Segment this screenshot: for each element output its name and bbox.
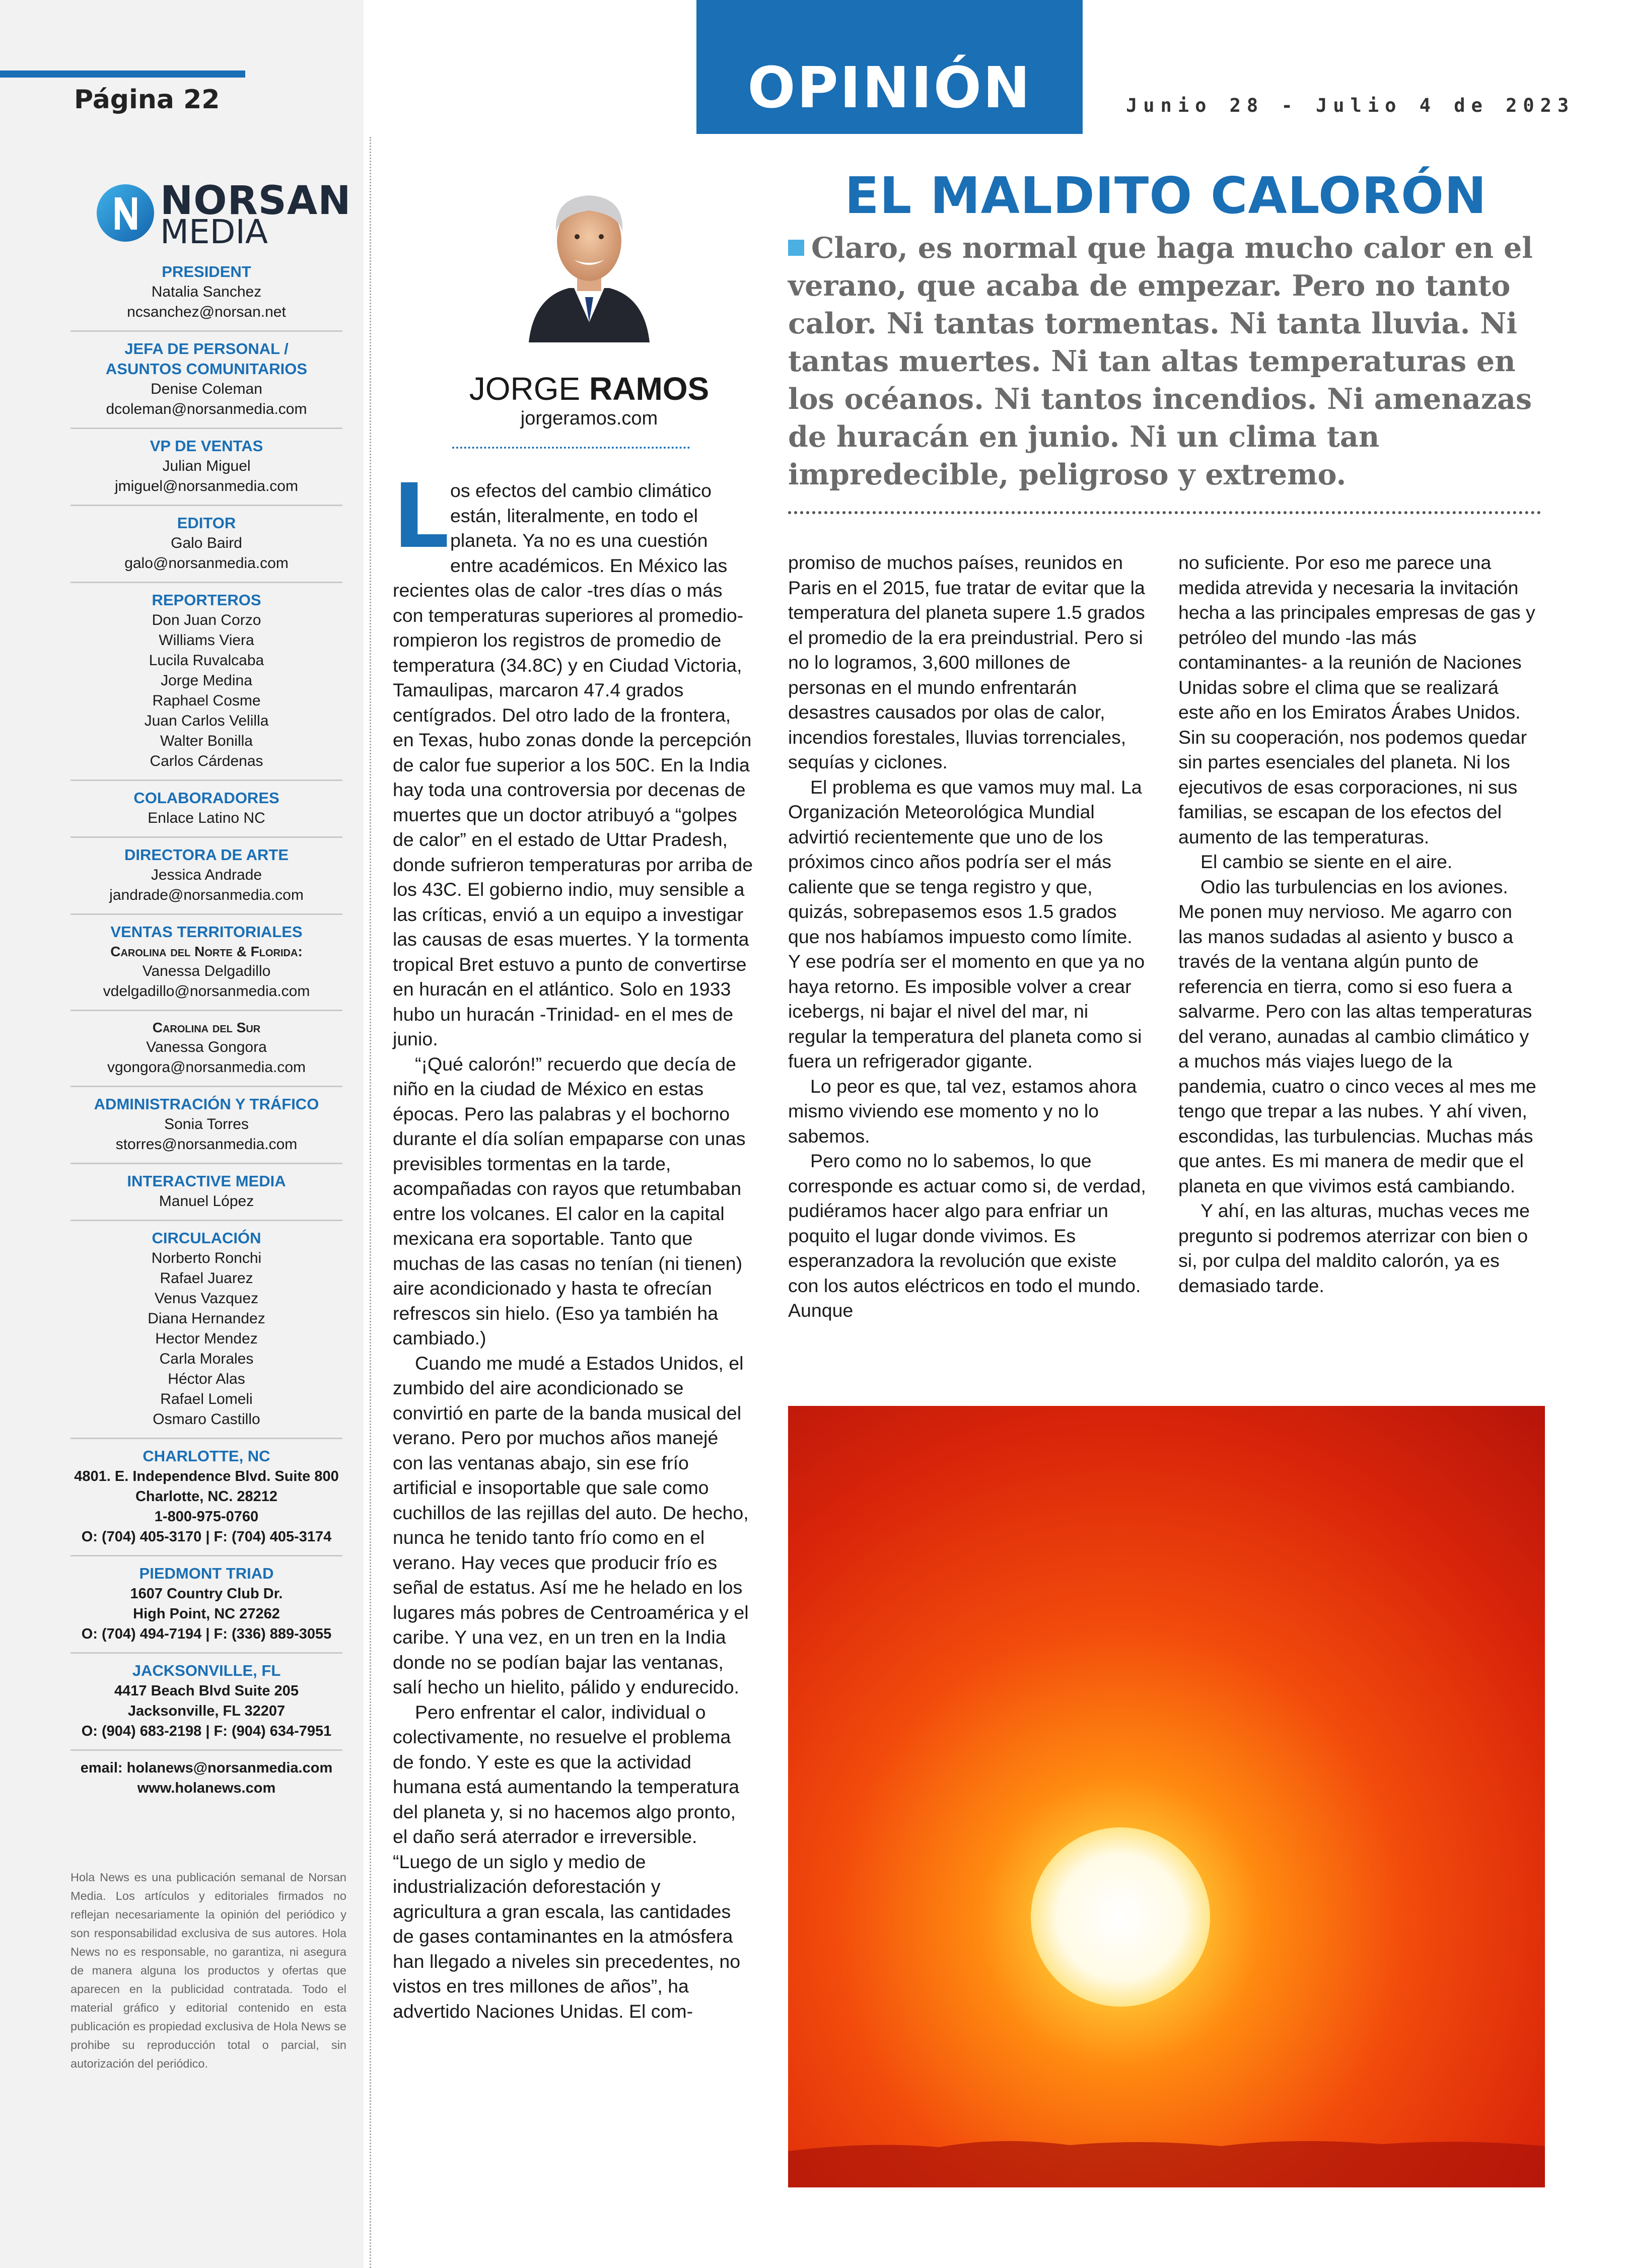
office-title: PIEDMONT TRIAD [139, 1565, 274, 1582]
author-website[interactable]: jorgeramos.com [520, 408, 658, 429]
logo-word-norsan: NORSAN [160, 178, 351, 224]
role-label: JEFA DE PERSONAL / [124, 340, 289, 358]
staff-name: Julian Miguel [162, 458, 251, 474]
contact-email[interactable]: email: holanews@norsanmedia.com [80, 1760, 333, 1776]
office-jacksonville [70, 1652, 342, 1749]
staff-editor [70, 505, 342, 582]
role-label: REPORTEROS [152, 591, 261, 609]
article-deck [788, 229, 1543, 493]
reporter-name: Jorge Medina [161, 672, 252, 689]
office-line: 4801. E. Independence Blvd. Suite 800 [74, 1468, 339, 1484]
reporter-name: Williams Viera [159, 632, 254, 649]
section-title: OPINIÓN [747, 55, 1032, 121]
sun-photo [788, 1406, 1545, 2187]
circulation-name: Héctor Alas [168, 1371, 245, 1387]
staff-name: Galo Baird [171, 535, 242, 551]
article-paragraph: no suficiente. Por eso me parece una medida atrevida y necesaria la invitación hecha a las principales empresas de gas y petróleo del mundo -las más contaminantes- a la reunión de Naciones Unidas sobre el clima que se realizará este año en los Emiratos Árabes Unidos. Sin su cooperación, nos podemos quedar sin partes esenciales del planeta. Ni los ejecutivos de esas corporaciones, ni sus familias, se escapan de los efectos del aumento de las temperaturas. [1178, 552, 1535, 847]
reporter-name: Carlos Cárdenas [150, 753, 263, 769]
role-label: COLABORADORES [133, 789, 279, 807]
circulation-name: Rafael Lomeli [160, 1391, 253, 1407]
article-paragraph [393, 465, 753, 1052]
staff-email: jmiguel@norsanmedia.com [115, 478, 298, 494]
office-line: O: (704) 494-7194 | F: (336) 889-3055 [81, 1626, 332, 1642]
staff-email: vdelgadillo@norsanmedia.com [103, 983, 310, 1000]
staff-art [70, 836, 342, 913]
article-paragraph: Y ahí, en las alturas, muchas veces me pregunto si podremos aterrizar con bien o si, por culpa del maldito calorón, ya es demasiado tarde. [1178, 1200, 1530, 1296]
article-paragraph: Pero enfrentar el calor, individual o colectivamente, no resuelve el problema de fondo. Y este es que la actividad humana está aumentando la temperatura del planeta y, si no hacemos algo pronto, el daño será aterrador e irreversible. “Luego de un siglo y medio de industrialización deforestación y agricultura a gran escala, las cantidades de gases contaminantes en la atmósfera han llegado a niveles sin precedentes, no vistos en tres millones de años”, ha advertido Naciones Unidas. El com- [393, 1701, 741, 2022]
staff-email: vgongora@norsanmedia.com [107, 1059, 306, 1076]
staff-personal [70, 330, 342, 428]
role-label: PRESIDENT [162, 263, 251, 280]
circulation-name: Norberto Ronchi [151, 1250, 262, 1266]
staff-email: ncsanchez@norsan.net [127, 304, 286, 320]
office-charlotte [70, 1438, 342, 1555]
article-paragraph: Pero como no lo sabemos, lo que corresponde es actuar como si, de verdad, pudiéramos hacer algo para enfriar un poquito el lugar donde vivimos. Es esperanzadora la revolución que existe con los autos eléctricos en todo el mundo. Aunque [788, 1150, 1146, 1321]
role-label: VP DE VENTAS [150, 437, 263, 455]
staff-name: Denise Coleman [151, 381, 262, 397]
role-label: ADMINISTRACIÓN Y TRÁFICO [94, 1095, 319, 1113]
article-paragraph: El cambio se siente en el aire. [1200, 851, 1453, 872]
top-accent-rule [0, 70, 245, 78]
article-paragraph: Lo peor es que, tal vez, estamos ahora mismo viviendo ese momento y no lo sabemos. [788, 1075, 1137, 1147]
article-column-3 [1178, 550, 1538, 1381]
role-label: DIRECTORA DE ARTE [124, 846, 289, 864]
deck-divider [788, 511, 1541, 514]
norsan-media-logo [96, 178, 351, 251]
article-paragraph: promiso de muchos países, reunidos en Paris en el 2015, fue tratar de evitar que la temperatura del planeta supere 1.5 grados el promedio de la era preindustrial. Pero si no lo logramos, 3,600 millones de personas en el mundo enfrentarán desastres causados por olas de calor, incendios forestales, lluvias torrenciales, sequías y ciclones. [788, 552, 1145, 772]
staff-list [70, 262, 342, 1806]
role-label: ASUNTOS COMUNITARIOS [105, 360, 308, 378]
reporter-name: Juan Carlos Velilla [144, 713, 269, 729]
issue-date: Junio 28 - Julio 4 de 2023 [1126, 95, 1575, 116]
subrole-label: Carolina del Norte & Florida: [110, 944, 303, 959]
staff-interactive [70, 1163, 342, 1220]
staff-admin [70, 1086, 342, 1163]
role-label: INTERACTIVE MEDIA [127, 1172, 286, 1190]
staff-name: Enlace Latino NC [148, 810, 265, 826]
article-paragraph: Cuando me mudé a Estados Unidos, el zumbido del aire acondicionado se convirtió en parte de la banda musical del verano. Pero por muchos años manejé con las ventanas abajo, sin ese frío artificial e insoportable que sale como cuchillos de las rejillas del auto. De hecho, nunca he tenido tanto frío como en el verano. Hay veces que producir frío es señal de estatus. Así me he helado en los lugares más pobres de Centroamérica y el caribe. Y una vez, en un tren en la India donde no se podían bajar las ventanas, salí hecho un hielito, pálido y endurecido. [393, 1352, 749, 1697]
staff-email: galo@norsanmedia.com [124, 555, 289, 572]
reporter-name: Raphael Cosme [152, 692, 261, 709]
reporter-name: Don Juan Corzo [152, 612, 261, 628]
circulation-name: Osmaro Castillo [153, 1411, 260, 1428]
deck-text: Claro, es normal que haga mucho calor en el verano, que acaba de empezar. Pero no tanto calor. Ni tantas tormentas. Ni tanta lluvia. Ni tantas muertes. Ni tan altas temperaturas en los océanos. Ni tantos incendios. Ni amenazas de huracán en junio. Ni un clima tan impredecible, peligroso y extremo. [788, 231, 1533, 491]
staff-email: storres@norsanmedia.com [115, 1136, 298, 1153]
article-column-1 [393, 465, 753, 2216]
role-label: VENTAS TERRITORIALES [110, 923, 303, 941]
author-name [393, 370, 786, 407]
office-title: JACKSONVILLE, FL [132, 1662, 281, 1679]
legal-disclaimer: Hola News es una publicación semanal de Norsan Media. Los artículos y editoriales firmados no reflejan necesariamente la opinión del periódico y son responsabilidad exclusiva de sus autores. Hola News no es responsable, no garantiza, ni asegura de manera alguna los productos y ofertas que aparecen en la publicidad contratada. Todo el material gráfico y editorial contenido en esta publicación es propiedad exclusiva de Hola News se prohibe su reproducción total o parcial, sin autorización del periódico. [70, 1871, 346, 2070]
staff-south [70, 1010, 342, 1086]
circulation-name: Venus Vazquez [154, 1290, 259, 1307]
staff-name: Vanessa Delgadillo [142, 963, 271, 979]
drop-cap: L [393, 465, 450, 568]
office-line: High Point, NC 27262 [133, 1606, 280, 1622]
subrole-label: Carolina del Sur [152, 1020, 261, 1035]
staff-president [70, 262, 342, 330]
circulation-name: Carla Morales [159, 1351, 254, 1367]
contact-block [70, 1749, 342, 1806]
logo-mark-icon [96, 183, 155, 243]
circulation-name: Rafael Juarez [160, 1270, 253, 1287]
role-label: CIRCULACIÓN [152, 1229, 261, 1247]
staff-reporters [70, 582, 342, 779]
reporter-name: Walter Bonilla [160, 733, 253, 749]
column-divider [370, 137, 371, 2268]
author-last-name: RAMOS [589, 371, 710, 407]
paragraph-text: os efectos del cambio climático están, literalmente, en todo el planeta. Ya no es una cuestión entre académicos. En México las recientes olas de calor -tres días o más con temperaturas superiores al promedio- rompieron los registros de promedio de temperatura (34.8C) y en Ciudad Victoria, Tamaulipas, marcaron 47.4 grados centígrados. Del otro lado de la frontera, en Texas, hubo zonas donde la percepción de calor fue superior a los 50C. En la India hay toda una controversia por decenas de muertes que un doctor atribuyó a “golpes de calor” en el estado de Uttar Pradesh, donde sufrieron temperaturas por arriba de los 43C. El gobierno indio, muy sensible a las críticas, envió a un equipo a investigar las causas de esas muertes. Y la tormenta tropical Bret estuvo a punto de convertirse en huracán en el atlántico. Solo en 1933 hubo un huracán -Trinidad- en el mes de junio. [393, 480, 753, 1049]
staff-name: Natalia Sanchez [151, 284, 262, 300]
square-bullet-icon [788, 240, 804, 256]
role-label: EDITOR [177, 514, 236, 532]
staff-circulation [70, 1220, 342, 1438]
page-number: Página 22 [74, 85, 220, 115]
office-line: O: (704) 405-3170 | F: (704) 405-3174 [81, 1529, 332, 1545]
office-line: 4417 Beach Blvd Suite 205 [114, 1683, 299, 1699]
office-title: CHARLOTTE, NC [143, 1447, 270, 1465]
staff-sales [70, 428, 342, 505]
section-header [696, 0, 1083, 134]
staff-email: dcoleman@norsanmedia.com [106, 401, 307, 417]
staff-name: Vanessa Gongora [146, 1039, 267, 1055]
author-divider [452, 447, 690, 449]
office-line: 1-800-975-0760 [154, 1509, 259, 1525]
office-line: 1607 Country Club Dr. [130, 1586, 283, 1602]
reporter-name: Lucila Ruvalcaba [149, 652, 264, 669]
staff-name: Jessica Andrade [151, 867, 262, 883]
staff-name: Manuel López [159, 1193, 254, 1210]
office-line: Jacksonville, FL 32207 [127, 1703, 286, 1719]
staff-collaborators [70, 779, 342, 836]
contact-website[interactable]: www.holanews.com [137, 1780, 276, 1796]
article-headline: EL MALDITO CALORÓN [844, 166, 1487, 225]
masthead-sidebar [0, 0, 364, 2268]
author-first-name: JORGE [469, 371, 581, 407]
article-paragraph: El problema es que vamos muy mal. La Organización Meteorológica Mundial advirtió recientemente que uno de los próximos cinco años podría ser el más caliente que se tenga registro y que, quizás, sobrepasemos esos 1.5 grados que nos habíamos impuesto como límite. Y ese podría ser el momento en que ya no haya retorno. Es imposible volver a crear icebergs, ni bajar el nivel del mar, ni regular la temperatura del planeta como si fuera un refrigerador gigante. [788, 776, 1145, 1072]
office-piedmont [70, 1555, 342, 1652]
author-photo [524, 171, 655, 342]
office-line: O: (904) 683-2198 | F: (904) 634-7951 [81, 1723, 332, 1739]
staff-email: jandrade@norsanmedia.com [109, 887, 304, 903]
circulation-name: Hector Mendez [155, 1330, 258, 1347]
office-line: Charlotte, NC. 28212 [135, 1489, 278, 1505]
staff-territorial [70, 913, 342, 1010]
circulation-name: Diana Hernandez [148, 1310, 265, 1327]
staff-name: Sonia Torres [164, 1116, 249, 1132]
article-paragraph: “¡Qué calorón!” recuerdo que decía de niño en la ciudad de México en estas épocas. Pero las palabras y el bochorno durante el día solían empaparse con unas previsibles tormentas en la tarde, acompañadas con rayos que retumbaban entre los volcanes. El calor en la capital mexicana era soportable. Tanto que muchas de las casas no tenían (ni tienen) aire acondicionado y hasta te ofrecían refrescos sin hielo. (Eso ya también ha cambiado.) [393, 1053, 746, 1349]
logo-word-media: MEDIA [160, 212, 268, 251]
article-column-2 [788, 550, 1148, 1381]
article-paragraph: Odio las turbulencias en los aviones. Me ponen muy nervioso. Me agarro con las manos sudadas al asiento y busco a través de la ventana algún punto de referencia en tierra, como si eso fuera a salvarme. Pero con las altas temperaturas del verano, aunadas al cambio climático y a muchos más viajes luego de la pandemia, cuatro o cinco veces al mes me tengo que trepar a las nubes. Y ahí viven, escondidas, las turbulencias. Muchas más que antes. Es mi manera de medir que el planeta en que vivimos está cambiando. [1178, 876, 1536, 1196]
